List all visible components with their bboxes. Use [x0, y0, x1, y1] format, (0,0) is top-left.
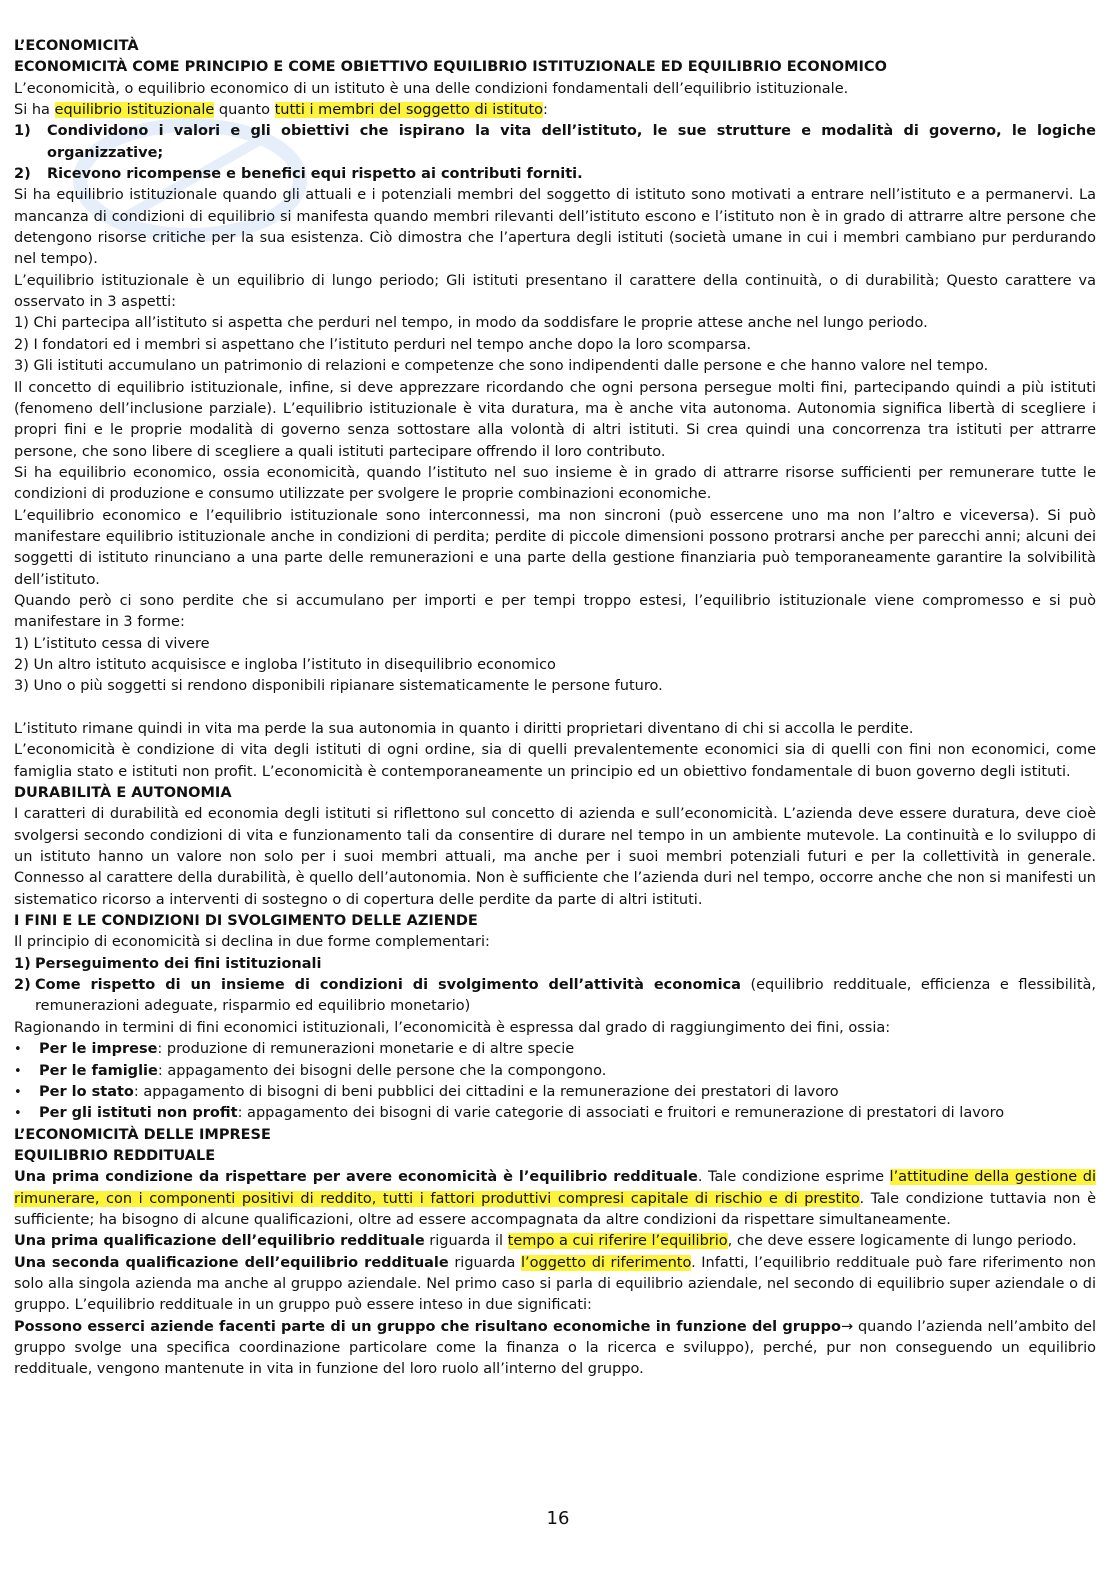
paragraph: [14, 506, 1096, 591]
text-run: . Tale condizione esprime: [697, 1169, 890, 1186]
highlighted-text: tempo a cui riferire l’equilibrio: [507, 1233, 728, 1250]
section-heading: I FINI E LE CONDIZIONI DI SVOLGIMENTO DELLE AZIENDE: [14, 913, 478, 930]
bullet-text: [39, 1103, 1096, 1124]
numbered-item: [14, 975, 1096, 1018]
text-run: . Infatti, l’equilibrio reddituale può fare riferimento non solo alla singola azienda ma anche al gruppo aziendale. Nel primo caso si parla di equilibrio aziendale, nel secondo di equilibrio super aziendale o di gruppo. L’equilibrio reddituale in un gruppo può essere inteso in due significati:: [14, 1254, 1096, 1314]
section-heading: EQUILIBRIO REDDITUALE: [14, 1147, 216, 1164]
paragraph: [14, 185, 1096, 270]
section-heading: DURABILITÀ E AUTONOMIA: [14, 785, 232, 802]
text-run: Per lo stato: [39, 1083, 134, 1100]
text-run: , che deve essere logicamente di lungo periodo.: [727, 1233, 1077, 1250]
text-run: Una prima condizione da rispettare per avere economicità è l’equilibrio reddituale: [14, 1169, 698, 1186]
item-text: [47, 164, 1096, 185]
bullet-text: [39, 1061, 1096, 1082]
text-run: 3) Uno o più soggetti si rendono disponibili ripianare sistematicamente le persone futuro.: [14, 678, 663, 695]
paragraph: [14, 634, 1096, 655]
paragraph: [14, 1317, 1096, 1381]
paragraph: [14, 932, 1096, 953]
item-text: [35, 954, 1096, 975]
highlighted-text: tutti i membri del soggetto di istituto: [274, 102, 544, 119]
paragraph: [14, 719, 1096, 740]
bullet-item: [14, 1061, 1096, 1082]
text-run: 3) Gli istituti accumulano un patrimonio di relazioni e competenze che sono indipendenti dalle persone e che hanno valore nel tempo.: [14, 358, 989, 375]
text-run: : appagamento dei bisogni di varie categorie di associati e fruitori e remunerazione di prestatori di lavoro: [237, 1105, 1005, 1122]
text-run: Il principio di economicità si declina in due forme complementari:: [14, 934, 490, 951]
text-run: Una seconda qualificazione dell’equilibrio reddituale: [14, 1254, 449, 1271]
text-run: Per le famiglie: [39, 1062, 158, 1079]
paragraph: [14, 676, 1096, 697]
paragraph: [14, 804, 1096, 911]
bullet-icon: •: [14, 1063, 22, 1079]
numbered-item: [14, 954, 1096, 975]
text-run: I caratteri di durabilità ed economia degli istituti si riflettono sul concetto di azienda e sull’economicità. L’azienda deve essere duratura, deve cioè svolgersi secondo condizioni di vita e funzionamento tali da consentire di durare nel tempo in un ambiente mutevole. La continuità e lo sviluppo di un istituto hanno un valore non solo per i suoi membri attuali, ma anche per i suoi membri potenziali futuri e per la collettività in generale. Connesso al carattere della durabilità, è quello dell’autonomia. Non è sufficiente che l’azienda duri nel tempo, occorre anche che non si manifesti un sistematico ricorso a interventi di sostegno o di copertura delle perdite da parte di altri istituti.: [14, 806, 1096, 908]
text-run: Per le imprese: [39, 1041, 158, 1058]
paragraph: [14, 271, 1096, 314]
highlighted-text: l’attitudine della gestione di rimunerare, con i componenti positivi di reddito, tutti i fattori produttivi compresi capitale di rischio e di prestito: [14, 1169, 1096, 1207]
paragraph: [14, 1167, 1096, 1231]
paragraph: [14, 1018, 1096, 1039]
text-run: Perseguimento dei fini istituzionali: [35, 955, 322, 972]
highlighted-text: equilibrio istituzionale: [54, 102, 215, 119]
section-heading: ECONOMICITÀ COME PRINCIPIO E COME OBIETTIVO EQUILIBRIO ISTITUZIONALE ED EQUILIBRIO ECONOMICO: [14, 59, 887, 76]
text-run: : appagamento dei bisogni delle persone che la compongono.: [157, 1062, 607, 1079]
text-run: Si ha equilibrio economico, ossia economicità, quando l’istituto nel suo insieme è in grado di attrarre risorse sufficienti per remunerare tutte le condizioni di produzione e consumo utilizzate per svolgere le proprie combinazioni economiche.: [14, 464, 1096, 503]
item-number: 1): [14, 955, 31, 972]
bullet-icon: •: [14, 1106, 22, 1122]
item-text: [35, 975, 1096, 1018]
text-run: Condividono i valori e gli obiettivi che ispirano la vita dell’istituto, le sue strutture e modalità di governo, le logiche organizzative;: [47, 123, 1096, 161]
paragraph: [14, 463, 1096, 506]
blank-line: [14, 698, 1096, 719]
highlighted-text: l’oggetto di riferimento: [521, 1254, 692, 1271]
text-run: Una prima qualificazione dell’equilibrio reddituale: [14, 1233, 425, 1250]
section-heading: L’ECONOMICITÀ DELLE IMPRESE: [14, 1126, 271, 1143]
text-run: Il concetto di equilibrio istituzionale, infine, si deve apprezzare ricordando che ogni persona persegue molti fini, partecipando quindi a più istituti (fenomeno dell’inclusione parziale). L’equilibrio istituzionale è vita duratura, ma è anche vita autonoma. Autonomia significa libertà di scegliere i propri fini e le proprie modalità di governo senza sottostare alla volontà di altri istituti. Si crea quindi una concorrenza tra istituti per attrarre persone, che sono libere di scegliere a quali istituti partecipare offrendo il loro contributo.: [14, 379, 1096, 460]
paragraph: [14, 335, 1096, 356]
bullet-item: [14, 1082, 1096, 1103]
text-run: L’economicità è condizione di vita degli istituti di ogni ordine, sia di quelli prevalentemente economici sia di quelli con fini non economici, come famiglia stato e istituti non profit. L’economicità è contemporaneamente un principio ed un obiettivo fondamentale di buon governo degli istituti.: [14, 742, 1096, 780]
text-run: 1) Chi partecipa all’istituto si aspetta che perduri nel tempo, in modo da soddisfare le proprie attese anche nel lungo periodo.: [14, 315, 928, 332]
section-heading: L’ECONOMICITÀ: [14, 38, 139, 54]
text-run: 1) L’istituto cessa di vivere: [14, 635, 210, 652]
text-run: :: [543, 102, 548, 119]
paragraph: [14, 655, 1096, 676]
text-run: quanto: [214, 102, 275, 119]
text-run: Si ha: [14, 102, 55, 119]
bullet-item: [14, 1039, 1096, 1060]
paragraph: [14, 100, 1096, 121]
text-run: Possono esserci aziende facenti parte di un gruppo che risultano economiche in funzione del gruppo: [14, 1318, 841, 1335]
item-number: 1): [14, 123, 31, 140]
text-run: Quando però ci sono perdite che si accumulano per importi e per tempi troppo estesi, l’equilibrio istituzionale viene compromesso e si può manifestare in 3 forme:: [14, 592, 1096, 631]
text-run: (equilibrio reddituale, efficienza e flessibilità, remunerazioni adeguate, risparmio ed equilibrio monetario): [35, 977, 1096, 1015]
document-page: [14, 36, 1096, 1381]
item-text: [47, 121, 1096, 164]
bullet-item: [14, 1103, 1096, 1124]
bullet-icon: •: [14, 1042, 22, 1058]
text-run: Ricevono ricompense e benefici equi rispetto ai contributi forniti.: [47, 166, 583, 183]
text-run: Si ha equilibrio istituzionale quando gli attuali e i potenziali membri del soggetto di istituto sono motivati a entrare nell’istituto e a permanervi. La mancanza di condizioni di equilibrio si manifesta quando membri rilevanti dell’istituto escono e l’istituto non è in grado di attrarre altre persone che detengono risorse critiche per la sua esistenza. Ciò dimostra che l’apertura degli istituti (società umane in cui i membri cambiano pur perdurando nel tempo).: [14, 187, 1096, 268]
text-run: L’istituto rimane quindi in vita ma perde la sua autonomia in quanto i diritti proprietari diventano di chi si accolla le perdite.: [14, 721, 914, 737]
text-run: → quando l’azienda nell’ambito del gruppo svolge una specifica coordinazione particolare come la finanza o la ricerca e sviluppo), perché, pur non conseguendo un equilibrio reddituale, vengono mantenute in vita in funzione del loro ruolo all’interno del gruppo.: [14, 1318, 1096, 1378]
text-run: 2) Un altro istituto acquisisce e ingloba l’istituto in disequilibrio economico: [14, 656, 556, 673]
paragraph: [14, 313, 1096, 334]
text-run: Ragionando in termini di fini economici istituzionali, l’economicità è espressa dal grado di raggiungimento dei fini, ossia:: [14, 1019, 891, 1036]
numbered-item: [14, 121, 1096, 164]
numbered-item: [14, 164, 1096, 185]
text-run: riguarda: [448, 1254, 522, 1271]
page-number: 16: [546, 1508, 570, 1529]
bullet-icon: •: [14, 1084, 22, 1100]
text-run: riguarda il: [424, 1233, 508, 1250]
bullet-text: [39, 1082, 1096, 1103]
paragraph: [14, 1253, 1096, 1317]
paragraph: [14, 356, 1096, 377]
paragraph: [14, 591, 1096, 634]
text-run: . Tale condizione tuttavia non è sufficiente; ha bisogno di alcune qualificazioni, oltre ad essere accompagnata da altre condizioni da rispettare simultaneamente.: [14, 1190, 1096, 1228]
text-run: Come rispetto di un insieme di condizioni di svolgimento dell’attività economica: [35, 977, 741, 994]
bullet-text: [39, 1039, 1096, 1060]
text-run: L’equilibrio economico e l’equilibrio istituzionale sono interconnessi, ma non sincroni (può essercene uno ma non l’altro e viceversa). Si può manifestare equilibrio istituzionale anche in condizioni di perdita; perdite di piccole dimensioni possono protrarsi anche per parecchi anni; alcuni dei soggetti di istituto rinunciano a una parte delle remunerazioni e una parte della gestione finanziaria può temporaneamente garantire la solvibilità dell’istituto.: [14, 507, 1096, 588]
paragraph: [14, 1231, 1096, 1252]
text-run: Per gli istituti non profit: [39, 1105, 238, 1122]
text-run: : produzione di remunerazioni monetarie e di altre specie: [157, 1041, 575, 1058]
item-number: 2): [14, 166, 31, 183]
item-number: 2): [14, 977, 31, 994]
paragraph: [14, 79, 1096, 100]
text-run: L’economicità, o equilibrio economico di un istituto è una delle condizioni fondamentali dell’equilibrio istituzionale.: [14, 80, 849, 97]
text-run: : appagamento di bisogni di beni pubblici dei cittadini e la remunerazione dei prestatori di lavoro: [133, 1083, 839, 1100]
text-run: 2) I fondatori ed i membri si aspettano che l’istituto perduri nel tempo anche dopo la loro scomparsa.: [14, 336, 752, 353]
paragraph: [14, 740, 1096, 783]
paragraph: [14, 378, 1096, 463]
text-run: L’equilibrio istituzionale è un equilibrio di lungo periodo; Gli istituti presentano il carattere della continuità, o di durabilità; Questo carattere va osservato in 3 aspetti:: [14, 272, 1096, 311]
